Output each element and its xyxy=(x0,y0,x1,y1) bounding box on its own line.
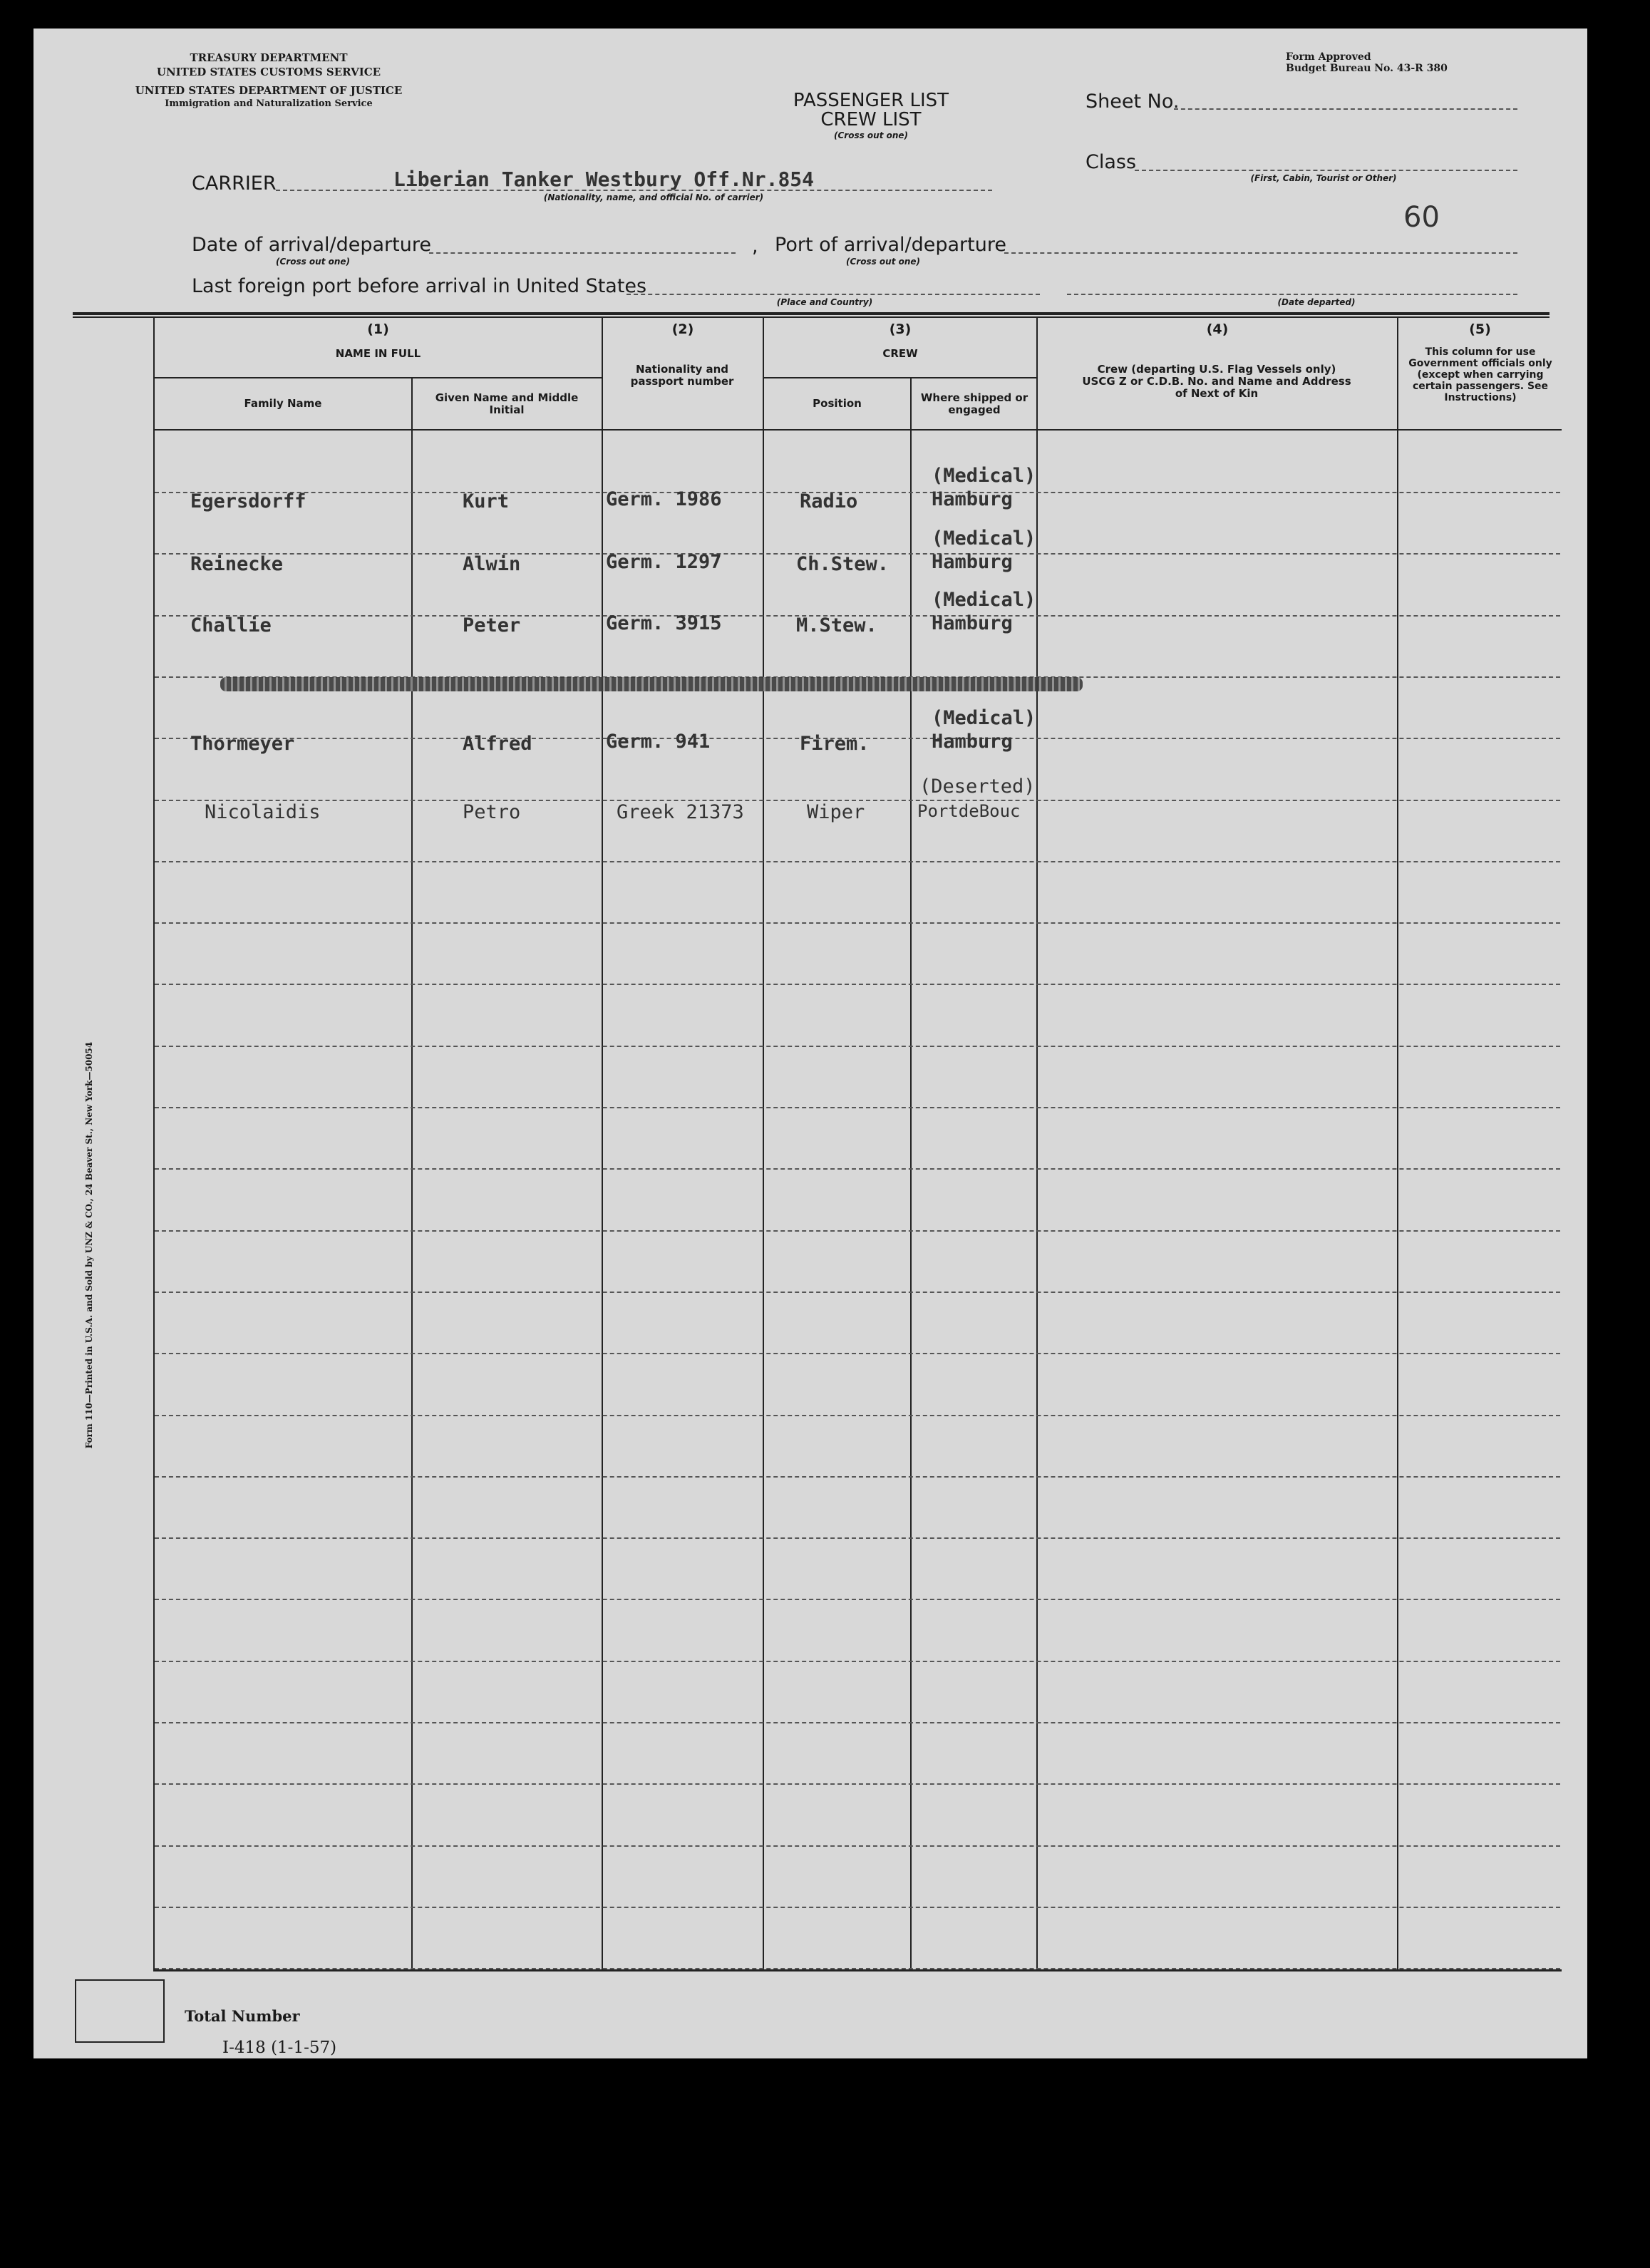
struck-out-row xyxy=(220,677,1083,691)
govt-column-header: This column for use Government officials only (except when carrying certain passengers. See Instructions) xyxy=(1408,346,1552,403)
row-separator xyxy=(155,1046,1560,1047)
row-separator xyxy=(155,1783,1560,1785)
crew-header: CREW xyxy=(882,347,918,360)
row-5-note: (Deserted) xyxy=(919,775,1036,798)
row-5-place: PortdeBouc xyxy=(917,801,1021,821)
sheet-no-label: Sheet No. xyxy=(1086,91,1180,113)
row-5-family: Nicolaidis xyxy=(205,801,321,823)
row-separator xyxy=(155,1292,1560,1293)
date-label: Date of arrival/departure xyxy=(192,234,431,256)
row-separator xyxy=(155,861,1560,862)
row-3-note: (Medical) xyxy=(932,589,1036,611)
last-port-label: Last foreign port before arrival in United States xyxy=(192,275,647,297)
row-3-given: Peter xyxy=(463,614,521,636)
port-label: Port of arrival/departure xyxy=(775,234,1006,256)
row-3-position: M.Stew. xyxy=(796,614,877,636)
row-2-family: Reinecke xyxy=(190,553,284,575)
total-number-box xyxy=(75,1979,165,2043)
class-label: Class xyxy=(1086,151,1137,173)
row-separator xyxy=(155,1661,1560,1662)
col5-number: (5) xyxy=(1469,321,1491,337)
total-number-label: Total Number xyxy=(185,2007,300,2025)
col1-title: NAME IN FULL xyxy=(335,347,421,360)
title-passenger-list: PASSENGER LIST xyxy=(793,90,949,111)
col4-number: (4) xyxy=(1206,321,1229,337)
budget-bureau: Budget Bureau No. 43-R 380 xyxy=(1286,63,1448,74)
crew-list-form xyxy=(33,29,1587,2058)
col-divider-1 xyxy=(411,378,413,1970)
row-separator xyxy=(155,984,1560,985)
row-separator xyxy=(155,1476,1560,1478)
date-line xyxy=(429,252,736,254)
class-line xyxy=(1135,170,1517,171)
row-1-note: (Medical) xyxy=(932,465,1036,487)
sheet-no-line xyxy=(1174,108,1517,110)
row-separator xyxy=(155,1537,1560,1539)
agency-line-3: UNITED STATES DEPARTMENT OF JUSTICE xyxy=(135,84,403,97)
row-separator xyxy=(155,1353,1560,1354)
crew-departing-header: Crew (departing U.S. Flag Vessels only) USCG Z or C.D.B. No. and Name and Address of Next of Kin xyxy=(1082,363,1351,400)
where-shipped-header: Where shipped or engaged xyxy=(920,391,1028,416)
carrier-value: Liberian Tanker Westbury Off.Nr.854 xyxy=(393,167,815,191)
row-separator xyxy=(155,1107,1560,1108)
row-separator xyxy=(155,1230,1560,1232)
position-header: Position xyxy=(813,397,862,410)
row-1-position: Radio xyxy=(800,490,858,512)
title-crew-list: CREW LIST xyxy=(820,109,922,130)
form-id: I-418 (1-1-57) xyxy=(222,2038,337,2057)
side-print: Form 110—Printed in U.S.A. and Sold by UNZ & CO., 24 Beaver St., New York—50054 xyxy=(84,1041,94,1449)
header-rule-top xyxy=(73,312,1550,315)
agency-line-1: TREASURY DEPARTMENT xyxy=(190,51,348,64)
nationality-header: Nationality and passport number xyxy=(630,363,734,388)
row-5-given: Petro xyxy=(463,801,521,823)
port-line xyxy=(1004,252,1517,254)
row-separator xyxy=(155,1722,1560,1723)
row-separator xyxy=(155,1968,1560,1969)
form-approved: Form Approved xyxy=(1286,51,1371,63)
port-cross-out: (Cross out one) xyxy=(846,257,921,267)
row-5-position: Wiper xyxy=(807,801,865,823)
row-3-family: Challie xyxy=(190,614,272,636)
row-4-note: (Medical) xyxy=(932,707,1036,729)
row-2-note: (Medical) xyxy=(932,527,1036,550)
carrier-label: CARRIER xyxy=(192,172,277,195)
row-1-given: Kurt xyxy=(463,490,510,512)
row-3-nationality: Germ. 3915 xyxy=(606,612,722,634)
title-cross-out: (Cross out one) xyxy=(833,130,909,140)
row-4-given: Alfred xyxy=(463,733,532,755)
agency-line-2: UNITED STATES CUSTOMS SERVICE xyxy=(156,66,381,78)
date-cross-out: (Cross out one) xyxy=(276,257,351,267)
date-departed-hint: (Date departed) xyxy=(1277,297,1356,307)
row-separator xyxy=(155,1845,1560,1847)
row-separator xyxy=(155,922,1560,924)
row-2-given: Alwin xyxy=(463,553,521,575)
date-departed-line xyxy=(1067,294,1517,295)
col1-number: (1) xyxy=(367,321,389,337)
place-country-hint: (Place and Country) xyxy=(776,297,873,307)
row-separator xyxy=(155,1168,1560,1170)
row-1-place: Hamburg xyxy=(932,488,1013,510)
row-4-family: Thormeyer xyxy=(190,733,295,755)
col-divider-4 xyxy=(910,378,912,1970)
date-port-comma: , xyxy=(752,235,758,257)
row-2-position: Ch.Stew. xyxy=(796,553,890,575)
class-value: 60 xyxy=(1403,201,1440,234)
carrier-hint: (Nationality, name, and official No. of carrier) xyxy=(543,192,764,202)
col2-number: (2) xyxy=(671,321,694,337)
row-separator xyxy=(155,1907,1560,1908)
row-2-place: Hamburg xyxy=(932,551,1013,573)
subheader-line-name xyxy=(153,377,602,378)
class-hint: (First, Cabin, Tourist or Other) xyxy=(1250,173,1397,183)
row-separator xyxy=(155,1599,1560,1600)
row-4-position: Firem. xyxy=(800,733,870,755)
row-4-place: Hamburg xyxy=(932,731,1013,753)
agency-line-4: Immigration and Naturalization Service xyxy=(165,98,373,109)
subheader-line-crew xyxy=(763,377,1037,378)
row-separator xyxy=(155,1415,1560,1416)
row-1-nationality: Germ. 1986 xyxy=(606,488,722,510)
row-5-nationality: Greek 21373 xyxy=(617,801,744,823)
last-port-line xyxy=(627,294,1040,295)
row-3-place: Hamburg xyxy=(932,612,1013,634)
given-name-header: Given Name and Middle Initial xyxy=(435,391,579,416)
header-rule-bottom xyxy=(73,316,1550,318)
col3-number: (3) xyxy=(889,321,912,337)
row-1-family: Egersdorff xyxy=(190,490,306,512)
header-bottom-line xyxy=(153,429,1562,431)
row-2-nationality: Germ. 1297 xyxy=(606,551,722,573)
row-4-nationality: Germ. 941 xyxy=(606,731,711,753)
table-bottom-border xyxy=(153,1969,1562,1971)
family-name-header: Family Name xyxy=(244,397,322,410)
